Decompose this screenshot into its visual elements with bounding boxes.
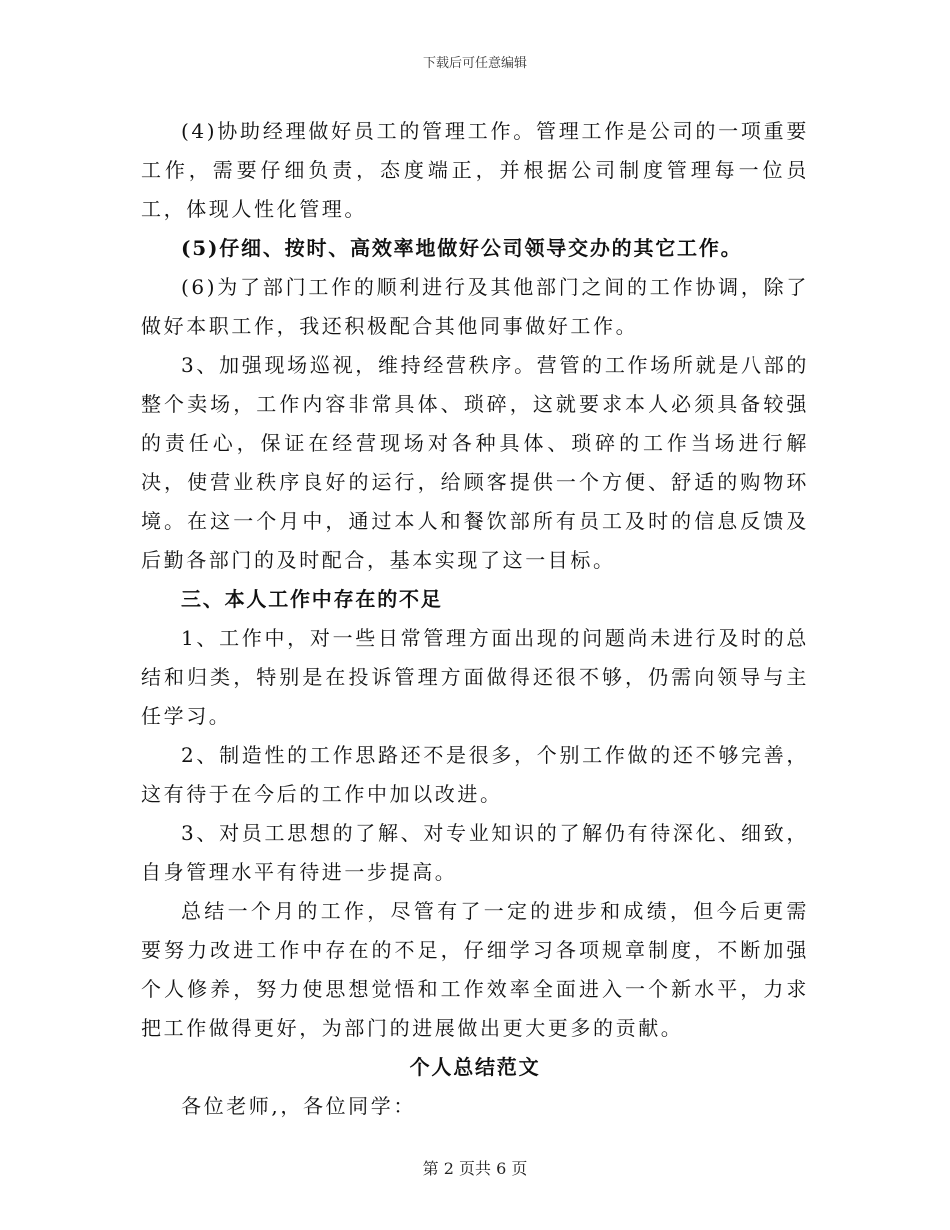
page-header: 下载后可任意编辑 — [422, 56, 527, 71]
paragraph-summary: 总结一个月的工作，尽管有了一定的进步和成绩，但今后更需要努力改进工作中存在的不足，仔细学习各项规章制度，不断加强个人修养，努力使思想觉悟和工作效率全面进入一个新水平，力求把工作做得更好，为部门的进展做出更大更多的贡献。 — [141, 899, 809, 1040]
document-body — [141, 112, 809, 1126]
paragraph-item-6: (6)为了部门工作的顺利进行及其他部门之间的工作协调，除了做好本职工作，我还积极配合其他同事做好工作。 — [141, 275, 809, 338]
salutation: 各位老师,，各位同学： — [181, 1094, 416, 1118]
paragraph-shortcoming-1: 1、工作中，对一些日常管理方面出现的问题尚未进行及时的总结和归类，特别是在投诉管理方面做得还很不够，仍需向领导与主任学习。 — [141, 626, 809, 728]
document-title: 个人总结范文 — [409, 1055, 541, 1079]
paragraph-item-5: (5)仔细、按时、高效率地做好公司领导交办的其它工作。 — [181, 236, 743, 260]
page-footer: 第 2 页共 6 页 — [422, 1159, 528, 1178]
paragraph-shortcoming-2: 2、制造性的工作思路还不是很多，个别工作做的还不够完善，这有待于在今后的工作中加以改进。 — [141, 743, 809, 806]
section-heading-shortcomings: 三、本人工作中存在的不足 — [181, 587, 443, 611]
paragraph-site-patrol: 3、加强现场巡视，维持经营秩序。营管的工作场所就是八部的整个卖场，工作内容非常具体、琐碎，这就要求本人必须具备较强的责任心，保证在经营现场对各种具体、琐碎的工作当场进行解决，使营业秩序良好的运行，给顾客提供一个方便、舒适的购物环境。在这一个月中，通过本人和餐饮部所有员工及时的信息反馈及后勤各部门的及时配合，基本实现了这一目标。 — [141, 353, 809, 572]
paragraph-shortcoming-3: 3、对员工思想的了解、对专业知识的了解仍有待深化、细致，自身管理水平有待进一步提高。 — [141, 821, 809, 884]
paragraph-item-4: (4)协助经理做好员工的管理工作。管理工作是公司的一项重要工作，需要仔细负责，态度端正，并根据公司制度管理每一位员工，体现人性化管理。 — [141, 119, 809, 221]
